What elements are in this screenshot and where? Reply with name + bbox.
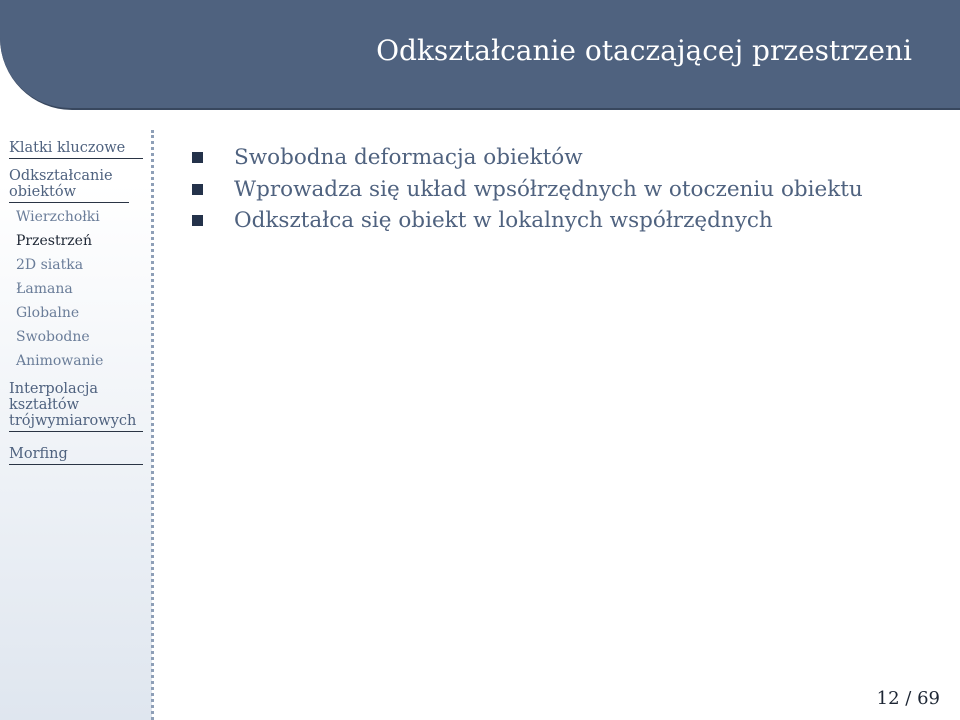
nav-section-morfing[interactable]: Morfing: [9, 446, 143, 465]
nav-sub-swobodne[interactable]: Swobodne: [16, 329, 90, 345]
bullet-item: [192, 142, 863, 174]
nav-sub-globalne[interactable]: Globalne: [16, 305, 80, 321]
slide-title: Odkształcanie otaczającej przestrzeni: [376, 34, 912, 67]
bullet-item: [192, 174, 863, 206]
bullet-text: Wprowadza się układ wpsółrzędnych w otoczeniu obiektu: [234, 176, 863, 202]
bullet-item: [192, 205, 863, 237]
nav-sub-animowanie[interactable]: Animowanie: [16, 353, 104, 369]
bullet-text: Swobodna deformacja obiektów: [234, 145, 583, 171]
nav-sub-przestrzen[interactable]: Przestrzeń: [16, 233, 92, 249]
nav-sub-2d-siatka[interactable]: 2D siatka: [16, 257, 84, 273]
page-total: 69: [917, 688, 940, 709]
nav-sub-lamana[interactable]: Łamana: [16, 281, 73, 297]
sidebar-separator: [151, 130, 154, 720]
nav-section-interpolacja-ksztaltow[interactable]: Interpolacja kształtów trójwymiarowych: [9, 381, 143, 432]
square-bullet-icon: [192, 215, 203, 226]
navigation-outline: [0, 140, 145, 465]
square-bullet-icon: [192, 184, 203, 195]
square-bullet-icon: [192, 152, 203, 163]
nav-sub-wierzcholki[interactable]: Wierzchołki: [16, 209, 100, 225]
nav-section-odksztalcanie-obiektow[interactable]: Odkształcanie obiektów: [9, 168, 129, 203]
page-separator: /: [905, 688, 912, 709]
slide-content: [192, 142, 863, 237]
page-current: 12: [876, 688, 900, 709]
nav-section-klatki-kluczowe[interactable]: Klatki kluczowe: [9, 140, 143, 159]
slide-header: [0, 0, 960, 108]
page-number: [877, 688, 940, 709]
bullet-text: Odkształca się obiekt w lokalnych współrzędnych: [234, 208, 773, 234]
